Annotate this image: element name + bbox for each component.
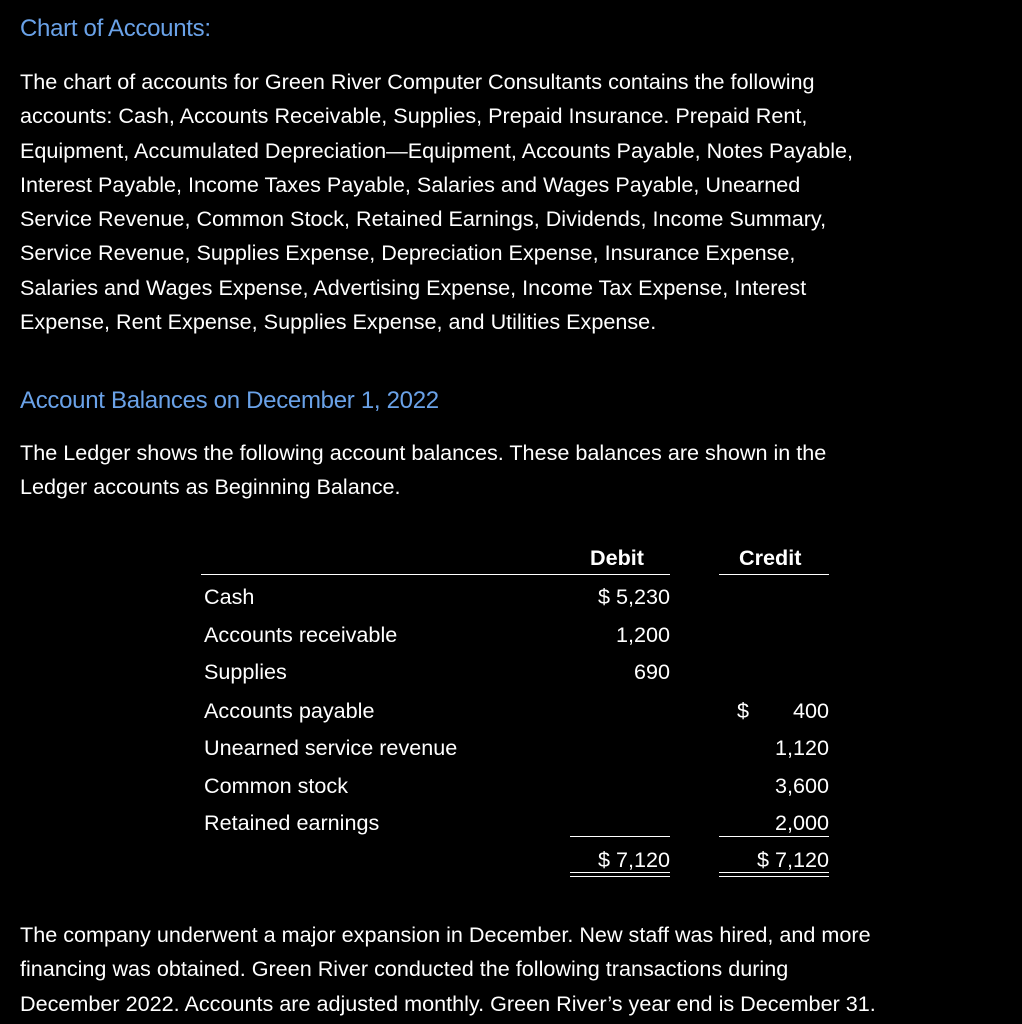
paragraph-line: December 2022. Accounts are adjusted monthly. Green River’s year end is December 31. <box>20 990 876 1016</box>
table-row-account: Unearned service revenue <box>204 735 458 760</box>
table-row-credit: 2,000 <box>774 810 829 835</box>
table-row-credit: 400 <box>792 698 829 723</box>
table-row-account: Accounts payable <box>204 698 375 723</box>
table-row-debit: $ 5,230 <box>597 584 670 609</box>
paragraph-line: The company underwent a major expansion in December. New staff was hired, and more <box>20 922 871 947</box>
chart-of-accounts-heading: Chart of Accounts: <box>20 15 211 42</box>
table-row-account: Accounts receivable <box>204 622 398 647</box>
credit-double-rule-top <box>719 872 829 873</box>
paragraph-line: The chart of accounts for Green River Computer Consultants contains the following <box>20 69 815 94</box>
closing-paragraph <box>20 918 876 1021</box>
total-credit: $ 7,120 <box>756 847 829 872</box>
debit-double-rule-bottom <box>570 876 670 877</box>
paragraph-line: Salaries and Wages Expense, Advertising Expense, Income Tax Expense, Interest <box>20 274 807 300</box>
credit-subtotal-rule <box>719 836 829 837</box>
table-row-credit-sign: $ <box>737 698 750 723</box>
total-debit: $ 7,120 <box>597 847 670 872</box>
paragraph-line: Equipment, Accumulated Depreciation—Equipment, Accounts Payable, Notes Payable, <box>20 137 854 163</box>
table-row-account: Common stock <box>204 773 348 798</box>
account-balances-heading: Account Balances on December 1, 2022 <box>20 387 439 414</box>
paragraph-line: The Ledger shows the following account balances. These balances are shown in the <box>20 440 827 465</box>
chart-of-accounts-paragraph <box>20 65 853 339</box>
paragraph-line: accounts: Cash, Accounts Receivable, Supplies, Prepaid Insurance. Prepaid Rent, <box>20 103 808 129</box>
credit-double-rule-bottom <box>719 876 829 877</box>
paragraph-line: Service Revenue, Supplies Expense, Depreciation Expense, Insurance Expense, <box>20 240 796 266</box>
credit-column-header: Credit <box>739 545 802 570</box>
paragraph-line: Interest Payable, Income Taxes Payable, Salaries and Wages Payable, Unearned <box>20 171 801 197</box>
header-rule <box>201 574 670 575</box>
balances-intro-paragraph <box>20 436 826 505</box>
table-row-credit: 1,120 <box>774 735 829 760</box>
table-row-account: Retained earnings <box>204 810 380 835</box>
paragraph-line: Ledger accounts as Beginning Balance. <box>20 474 401 500</box>
debit-column-header: Debit <box>590 545 644 570</box>
credit-header-rule <box>719 574 829 575</box>
debit-subtotal-rule <box>570 836 670 837</box>
table-row-account: Cash <box>204 584 255 609</box>
table-row-credit: 3,600 <box>774 773 829 798</box>
table-row-account: Supplies <box>204 659 287 684</box>
paragraph-line: Service Revenue, Common Stock, Retained Earnings, Dividends, Income Summary, <box>20 206 827 232</box>
paragraph-line: financing was obtained. Green River conducted the following transactions during <box>20 956 789 982</box>
table-row-debit: 690 <box>633 659 670 684</box>
table-row-debit: 1,200 <box>615 622 670 647</box>
paragraph-line: Expense, Rent Expense, Supplies Expense, and Utilities Expense. <box>20 309 657 335</box>
debit-double-rule-top <box>570 872 670 873</box>
